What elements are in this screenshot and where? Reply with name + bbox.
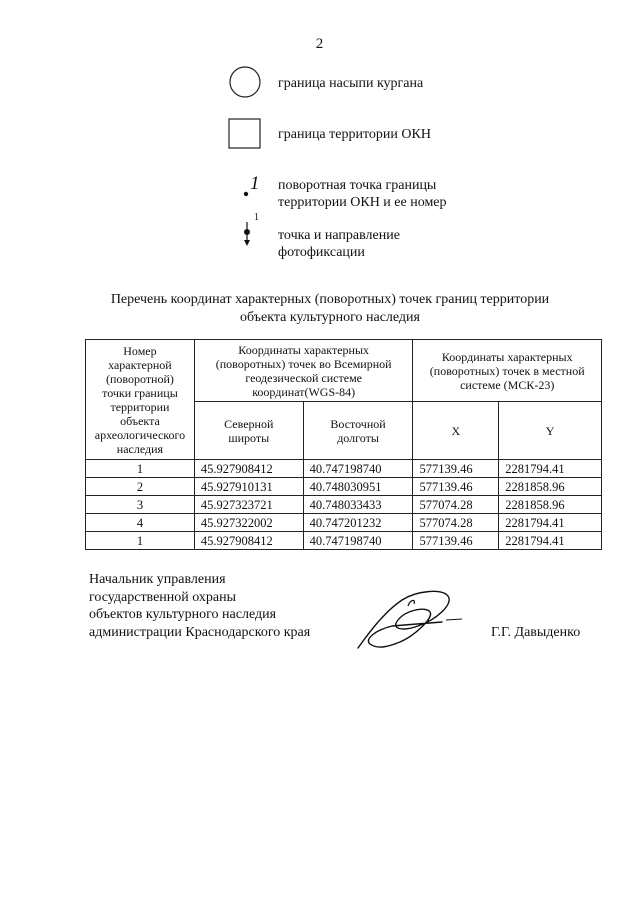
signatory-position: [89, 571, 310, 641]
table-row: [86, 496, 602, 514]
cell-y: 2281794.41: [499, 460, 602, 478]
subheader-east: Восточной долготы: [303, 402, 413, 460]
cell-point: 1: [86, 532, 195, 550]
legend-text-turning-point: [278, 177, 447, 211]
photo-marker: 1: [254, 212, 259, 223]
handwritten-signature: [350, 586, 470, 661]
position-line: Начальник управления: [89, 572, 226, 587]
header-point-number: Номер характерной (поворотной) точки границы территории объекта археологического наследия: [86, 340, 195, 460]
cell-east: 40.747198740: [303, 460, 413, 478]
cell-north: 45.927908412: [194, 532, 303, 550]
header-msk23: Координаты характерных (поворотных) точек в местной системе (МСК-23): [413, 340, 602, 402]
cell-y: 2281794.41: [499, 532, 602, 550]
turning-point-icon: [240, 172, 266, 205]
position-line: государственной охраны: [89, 589, 237, 605]
position-line: объектов культурного наследия: [89, 607, 277, 622]
cell-x: 577139.46: [413, 478, 499, 496]
cell-x: 577074.28: [413, 496, 499, 514]
cell-y: 2281794.41: [499, 514, 602, 532]
subheader-x: X: [413, 402, 499, 460]
table-row: [86, 460, 602, 478]
cell-x: 577139.46: [413, 460, 499, 478]
legend-text-territory: граница территории ОКН: [278, 127, 431, 142]
subheader-y: Y: [499, 402, 602, 460]
table-row: [86, 478, 602, 496]
cell-north: 45.927322002: [194, 514, 303, 532]
cell-east: 40.748033433: [303, 496, 413, 514]
coordinates-table: [85, 339, 602, 550]
legend-text-photo: [278, 227, 400, 261]
legend-line: территории ОКН и ее номер: [278, 195, 447, 210]
legend-line: фотофиксации: [278, 245, 365, 260]
signatory-name: Г.Г. Давыденко: [491, 625, 581, 640]
table-title: [60, 291, 600, 327]
cell-point: 4: [86, 514, 195, 532]
table-title-line: объекта культурного наследия: [240, 310, 420, 325]
table-row: [86, 514, 602, 532]
cell-east: 40.747201232: [303, 514, 413, 532]
page-number: 2: [315, 36, 324, 52]
legend-text-mound: граница насыпи кургана: [278, 76, 424, 91]
cell-east: 40.748030951: [303, 478, 413, 496]
legend-line: точка и направление: [278, 228, 400, 243]
table-title-line: Перечень координат характерных (поворотных) точек границ территории: [110, 292, 550, 307]
header-wgs84: Координаты характерных (поворотных) точек во Всемирной геодезической системе координат(WGS-84): [194, 340, 413, 402]
cell-point: 2: [86, 478, 195, 496]
subheader-north: Северной широты: [194, 402, 303, 460]
photo-direction-icon: [238, 210, 264, 255]
turning-point-marker: 1: [250, 173, 260, 194]
cell-north: 45.927323721: [194, 496, 303, 514]
cell-east: 40.747198740: [303, 532, 413, 550]
cell-x: 577074.28: [413, 514, 499, 532]
cell-north: 45.927910131: [194, 478, 303, 496]
cell-x: 577139.46: [413, 532, 499, 550]
cell-y: 2281858.96: [499, 496, 602, 514]
cell-point: 1: [86, 460, 195, 478]
cell-north: 45.927908412: [194, 460, 303, 478]
table-row: [86, 532, 602, 550]
circle-outline-icon: [229, 66, 261, 103]
cell-point: 3: [86, 496, 195, 514]
legend-line: поворотная точка границы: [278, 178, 437, 193]
position-line: администрации Краснодарского края: [89, 624, 311, 640]
cell-y: 2281858.96: [499, 478, 602, 496]
square-outline-icon: [228, 118, 262, 155]
